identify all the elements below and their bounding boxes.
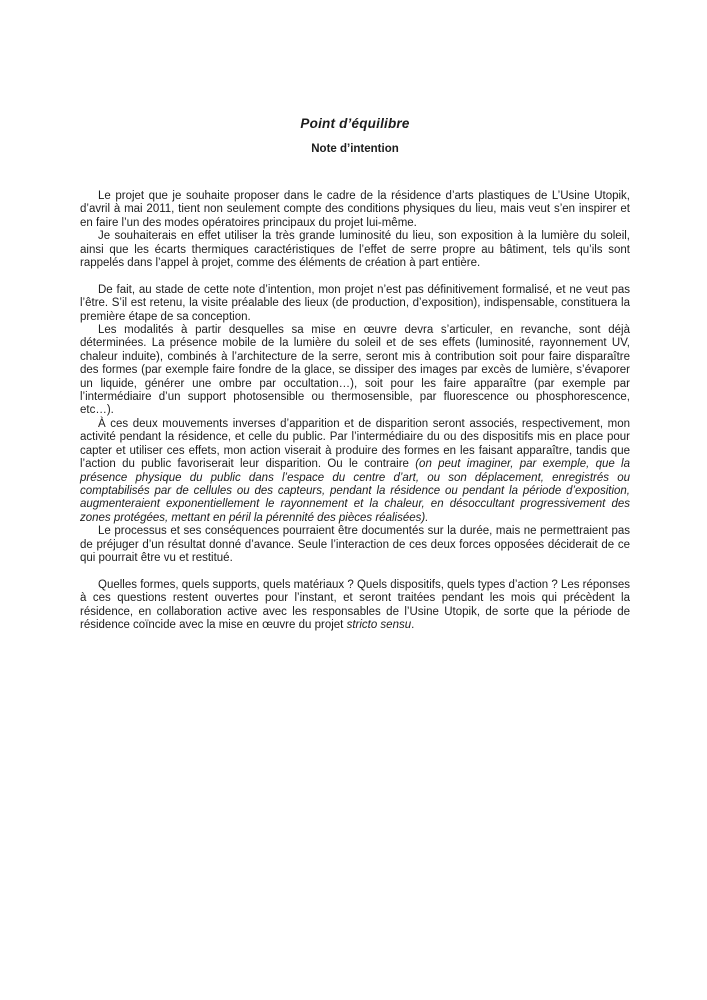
paragraph: [80, 284, 630, 324]
paragraph-text: Quelles formes, quels supports, quels matériaux ? Quels dispositifs, quels types d’action ? Les réponses à ces questions restent ouvertes pour l’instant, et seront traitées pendant les mois qui précèdent la résidence, en collaboration active avec les responsables de l’Usine Utopik, de sorte que la période de résidence coïncide avec la mise en œuvre du projet: [80, 578, 630, 631]
paragraph-text-italic: stricto sensu: [346, 618, 412, 631]
paragraph: [80, 418, 630, 525]
paragraph-text-italic: (on peut imaginer, par exemple, que la présence physique du public dans l’espace du centre d’art, ou son déplacement, enregistrés ou comptabilisés par de cellules ou des capteurs, pendant la résidence ou pendant la période d’exposition, augmenteraient exponentiellement le rayonnement et la chaleur, en désoccultant progressivement des zones protégées, mettant en péril la pérennité des pièces réalisées).: [80, 458, 630, 524]
paragraph-text: Le processus et ses conséquences pourraient être documentés sur la durée, mais ne permettraient pas de préjuger d’un résultat donné d’avance. Seule l’interaction de ces deux forces opposées déciderait de ce qui pourrait être vu et restitué.: [80, 525, 630, 564]
paragraph-text: À ces deux mouvements inverses d’apparition et de disparition seront associés, respectivement, mon activité pendant la résidence, et celle du public. Par l’intermédiaire du ou des dispositifs mis en place pour capter et utiliser ces effets, mon action viserait à produire des formes en les faisant apparaître, tandis que l’action du public favoriserait leur disparition. Ou le contraire: [80, 417, 630, 471]
paragraph-text: Je souhaiterais en effet utiliser la très grande luminosité du lieu, son exposition à la lumière du soleil, ainsi que les écarts thermiques caractéristiques de l’effet de serre propre au bâtiment, tels qu’ils sont rappelés dans l’appel à projet, comme des éléments de création à part entière.: [80, 230, 630, 270]
paragraph-text: Le projet que je souhaite proposer dans le cadre de la résidence d’arts plastiques de L’Usine Utopik, d’avril à mai 2011, tient non seulement compte des conditions physiques du lieu, mais veut s’en inspirer et en faire l’un des modes opératoires principaux du projet lui-même.: [80, 190, 630, 229]
paragraph: [80, 525, 630, 565]
document-title: Point d’équilibre: [300, 116, 410, 131]
document-body: [80, 190, 630, 632]
document-subtitle: Note d’intention: [311, 143, 399, 155]
paragraph-text: De fait, au stade de cette note d’intention, mon projet n’est pas définitivement formalisé, et ne veut pas l’être. S’il est retenu, la visite préalable des lieux (de production, d’exposition), indispensable, constituera la première étape de sa conception.: [80, 283, 630, 323]
paragraph: [80, 579, 630, 633]
paragraph-text: .: [411, 618, 415, 631]
paragraph: [80, 230, 630, 270]
paragraph-text: Les modalités à partir desquelles sa mise en œuvre devra s’articuler, en revanche, sont déjà déterminées. La présence mobile de la lumière du soleil et de ses effets (luminosité, rayonnement UV, chaleur induite), combinés à l’architecture de la serre, seront mis à contribution soit pour faire disparaître des formes (par exemple faire fondre de la glace, se dissiper des images par excès de lumière, s’évaporer un liquide, générer une ombre par occultation…), soit pour les faire apparaître (par exemple par l’intermédiaire d’un support photosensible ou thermosensible, par fluorescence ou phosphorescence, etc…).: [80, 324, 630, 417]
paragraph: [80, 324, 630, 418]
paragraph: [80, 190, 630, 230]
